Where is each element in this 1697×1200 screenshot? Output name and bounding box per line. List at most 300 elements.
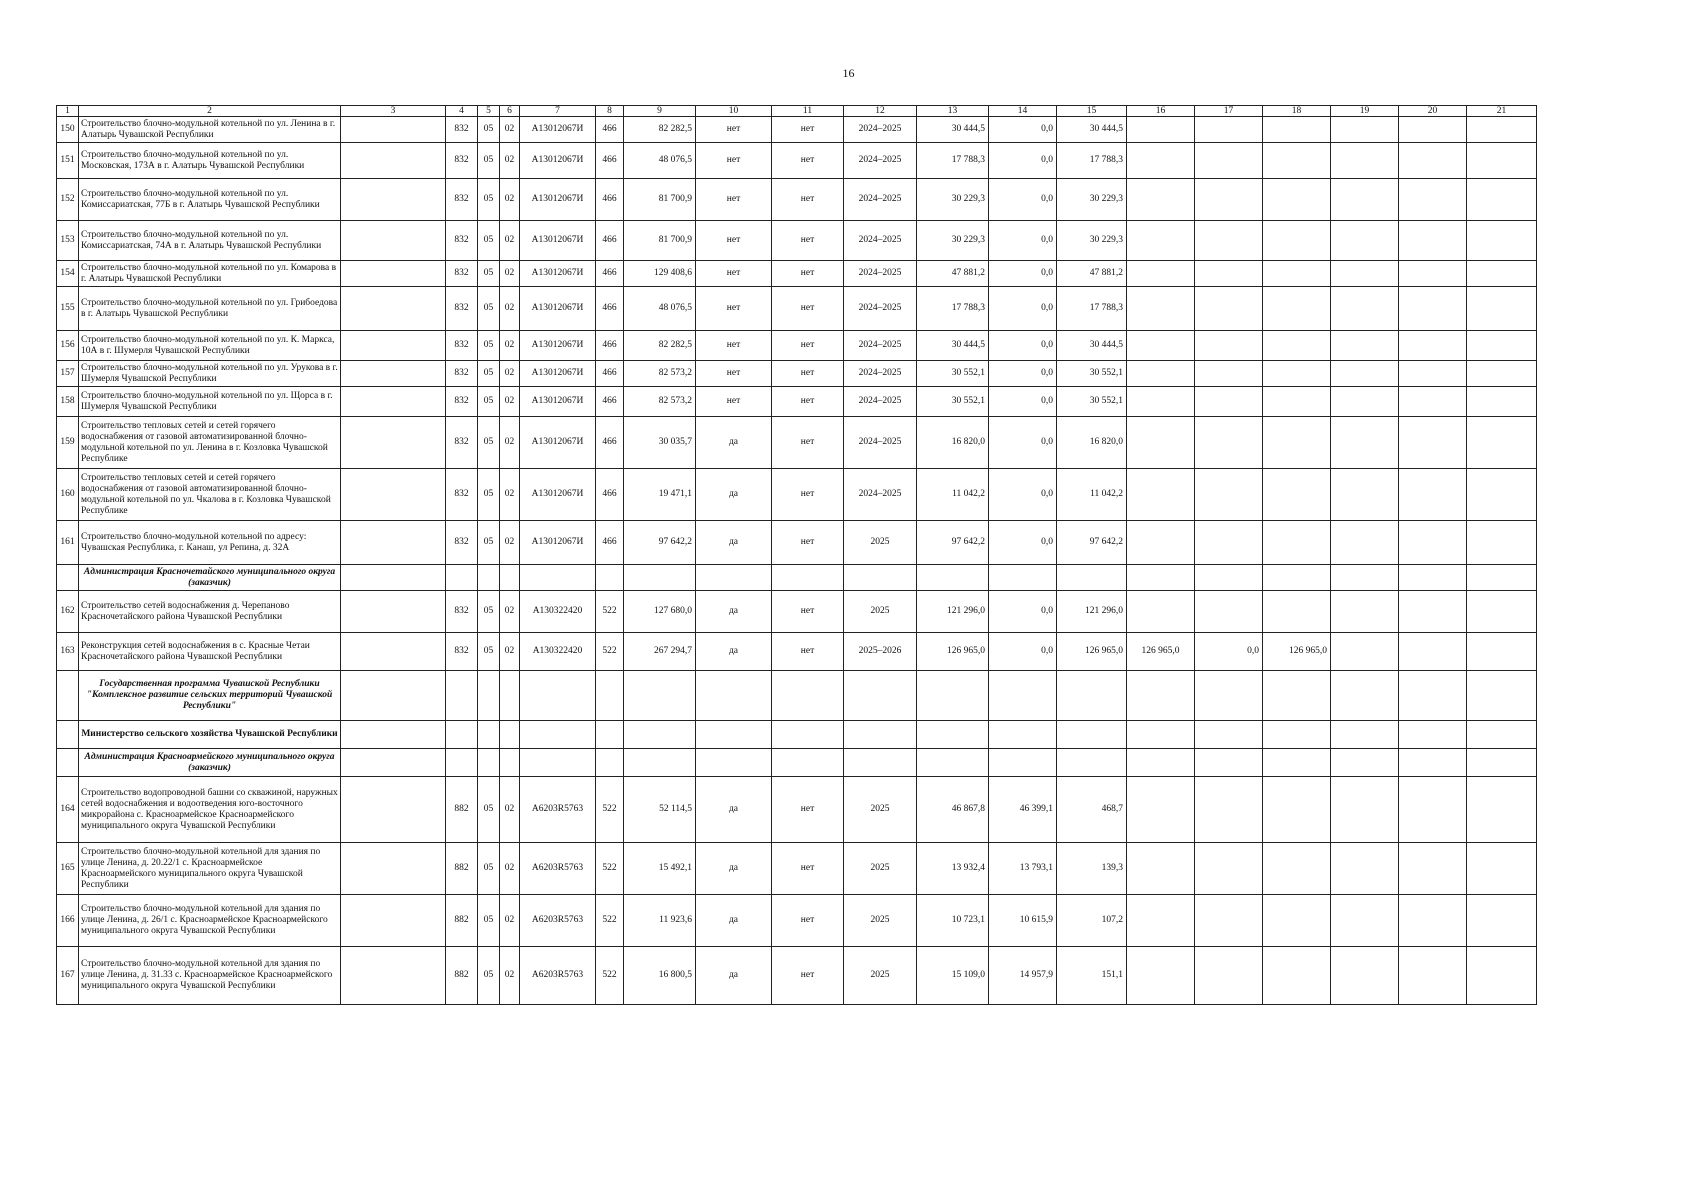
cell-estimated-cost: 48 076,5 [624,143,696,179]
table-row [57,843,1537,895]
cell-col-16 [1127,947,1195,1005]
header-object-name: 2 [79,106,341,117]
cell-col-11: нет [772,387,844,417]
cell-col-20 [1399,671,1467,721]
cell-col-5: 05 [478,179,500,221]
section-row [57,749,1537,777]
cell-col-8: 466 [596,179,624,221]
cell-col-21 [1467,387,1537,417]
cell-col-6: 02 [500,895,520,947]
cell-col-21 [1467,469,1537,521]
cell-col-5: 05 [478,221,500,261]
cell-col-8: 522 [596,843,624,895]
cell-col-3 [341,331,446,361]
cell-col-17 [1195,361,1263,387]
cell-republican: 126 965,0 [1057,633,1127,671]
cell-col-8: 466 [596,331,624,361]
cell-col-10: да [696,777,772,843]
cell-col-10: да [696,521,772,565]
cell-col-20 [1399,947,1467,1005]
cell-col-17 [1195,261,1263,287]
cell-col-4: 832 [446,361,478,387]
cell-col-3 [341,843,446,895]
header-col-21: 21 [1467,106,1537,117]
cell-col-21 [1467,261,1537,287]
cell-object-name: Строительство блочно-модульной котельной по ул. Комиссариатская, 74А в г. Алатырь Чувашской Республики [79,221,341,261]
cell-col-16 [1127,287,1195,331]
cell-col-6: 02 [500,777,520,843]
cell-row-number [57,721,79,749]
cell-col-19 [1331,521,1399,565]
cell-col-11: нет [772,287,844,331]
cell-republican: 17 788,3 [1057,287,1127,331]
cell-col-8 [596,749,624,777]
cell-col-3 [341,633,446,671]
cell-col-11: нет [772,143,844,179]
table-row [57,331,1537,361]
cell-col-10: да [696,895,772,947]
cell-col-20 [1399,117,1467,143]
cell-col-10: да [696,469,772,521]
cell-col-6: 02 [500,361,520,387]
cell-col-19 [1331,143,1399,179]
cell-estimated-cost: 30 035,7 [624,417,696,469]
cell-code: А13012067И [520,331,596,361]
cell-col-3 [341,749,446,777]
cell-col-10: нет [696,331,772,361]
cell-total: 47 881,2 [917,261,989,287]
cell-federal: 0,0 [989,221,1057,261]
cell-col-4: 832 [446,331,478,361]
cell-col-16 [1127,179,1195,221]
cell-col-4: 832 [446,261,478,287]
cell-col-18 [1263,947,1331,1005]
cell-row-number: 150 [57,117,79,143]
cell-federal: 0,0 [989,331,1057,361]
cell-object-name: Строительство водопроводной башни со скважиной, наружных сетей водоснабжения и водоотведения юго-восточного микрорайона с. Красноармейское Красноармейского муниципального округа Чувашской Республики [79,777,341,843]
cell-period: 2025 [844,947,917,1005]
cell-estimated-cost [624,671,696,721]
cell-row-number: 157 [57,361,79,387]
cell-code: А13012067И [520,117,596,143]
cell-estimated-cost: 16 800,5 [624,947,696,1005]
cell-col-17 [1195,287,1263,331]
cell-col-5: 05 [478,777,500,843]
cell-col-20 [1399,331,1467,361]
cell-total: 30 229,3 [917,221,989,261]
cell-federal: 0,0 [989,521,1057,565]
cell-col-16 [1127,895,1195,947]
cell-col-10: нет [696,261,772,287]
cell-row-number [57,565,79,591]
cell-total: 10 723,1 [917,895,989,947]
cell-period: 2025–2026 [844,633,917,671]
cell-col-17 [1195,843,1263,895]
cell-col-4: 832 [446,387,478,417]
cell-col-5: 05 [478,143,500,179]
cell-estimated-cost [624,565,696,591]
cell-col-11: нет [772,521,844,565]
cell-row-number: 152 [57,179,79,221]
cell-col-21 [1467,331,1537,361]
cell-col-11: нет [772,633,844,671]
cell-col-19 [1331,895,1399,947]
cell-col-21 [1467,947,1537,1005]
cell-col-11: нет [772,417,844,469]
cell-federal: 0,0 [989,361,1057,387]
cell-col-5 [478,671,500,721]
cell-col-16 [1127,221,1195,261]
cell-estimated-cost: 267 294,7 [624,633,696,671]
cell-col-5: 05 [478,387,500,417]
cell-col-3 [341,591,446,633]
cell-col-17 [1195,777,1263,843]
cell-col-21 [1467,179,1537,221]
cell-col-21 [1467,671,1537,721]
cell-col-8 [596,671,624,721]
cell-object-name: Строительство тепловых сетей и сетей горячего водоснабжения от газовой автоматизированной блочно-модульной котельной по ул. Чкалова в г. Козловка Чувашской Республике [79,469,341,521]
cell-col-19 [1331,843,1399,895]
cell-col-19 [1331,361,1399,387]
cell-period: 2024–2025 [844,261,917,287]
cell-row-number: 164 [57,777,79,843]
cell-estimated-cost: 82 282,5 [624,117,696,143]
cell-republican: 17 788,3 [1057,143,1127,179]
cell-col-5: 05 [478,591,500,633]
header-estimated-cost: 9 [624,106,696,117]
cell-col-21 [1467,843,1537,895]
cell-col-10: нет [696,179,772,221]
cell-object-name: Администрация Красноармейского муниципального округа (заказчик) [79,749,341,777]
cell-col-19 [1331,179,1399,221]
cell-col-4: 832 [446,287,478,331]
cell-col-17 [1195,895,1263,947]
cell-col-10: нет [696,143,772,179]
cell-col-20 [1399,179,1467,221]
cell-estimated-cost: 82 573,2 [624,387,696,417]
cell-col-17 [1195,671,1263,721]
cell-col-21 [1467,565,1537,591]
cell-federal: 0,0 [989,387,1057,417]
cell-col-20 [1399,777,1467,843]
cell-col-6: 02 [500,287,520,331]
cell-col-17: 0,0 [1195,633,1263,671]
cell-col-21 [1467,777,1537,843]
cell-col-8: 466 [596,521,624,565]
cell-col-17 [1195,179,1263,221]
table-row [57,361,1537,387]
cell-total: 126 965,0 [917,633,989,671]
cell-federal: 13 793,1 [989,843,1057,895]
cell-period [844,749,917,777]
cell-col-16 [1127,749,1195,777]
cell-total [917,565,989,591]
cell-col-16 [1127,143,1195,179]
header-col-16: 16 [1127,106,1195,117]
cell-col-17 [1195,221,1263,261]
cell-object-name: Строительство блочно-модульной котельной по ул. Комиссариатская, 77Б в г. Алатырь Чувашской Республики [79,179,341,221]
cell-row-number: 163 [57,633,79,671]
cell-col-18 [1263,221,1331,261]
cell-code: А13012067И [520,417,596,469]
cell-col-8: 466 [596,361,624,387]
cell-col-10: нет [696,117,772,143]
cell-col-19 [1331,721,1399,749]
cell-period [844,721,917,749]
cell-col-8: 466 [596,287,624,331]
cell-object-name: Строительство блочно-модульной котельной по ул. Комарова в г. Алатырь Чувашской Республики [79,261,341,287]
cell-col-20 [1399,387,1467,417]
cell-col-21 [1467,895,1537,947]
cell-col-5: 05 [478,469,500,521]
cell-col-19 [1331,947,1399,1005]
cell-col-18 [1263,287,1331,331]
cell-republican [1057,565,1127,591]
cell-republican: 30 229,3 [1057,179,1127,221]
cell-col-16 [1127,331,1195,361]
cell-republican: 151,1 [1057,947,1127,1005]
header-col-6: 6 [500,106,520,117]
cell-col-10 [696,565,772,591]
cell-col-3 [341,261,446,287]
section-row [57,565,1537,591]
cell-col-11 [772,565,844,591]
cell-col-17 [1195,417,1263,469]
cell-col-20 [1399,469,1467,521]
cell-republican: 468,7 [1057,777,1127,843]
cell-row-number: 166 [57,895,79,947]
cell-col-19 [1331,117,1399,143]
table-row [57,777,1537,843]
cell-period: 2024–2025 [844,179,917,221]
cell-col-4: 882 [446,947,478,1005]
header-col-19: 19 [1331,106,1399,117]
cell-col-19 [1331,261,1399,287]
cell-code: А13012067И [520,521,596,565]
cell-col-10: да [696,947,772,1005]
cell-col-6 [500,749,520,777]
cell-col-6: 02 [500,521,520,565]
cell-period: 2024–2025 [844,221,917,261]
cell-total: 17 788,3 [917,143,989,179]
cell-col-4: 832 [446,633,478,671]
cell-object-name: Строительство блочно-модульной котельной для здания по улице Ленина, д. 26/1 с. Красноармейское Красноармейского муниципального округа Чувашской Республики [79,895,341,947]
cell-col-16 [1127,721,1195,749]
cell-estimated-cost [624,721,696,749]
cell-col-5: 05 [478,287,500,331]
cell-federal: 0,0 [989,633,1057,671]
cell-federal: 0,0 [989,261,1057,287]
cell-col-10: нет [696,387,772,417]
table-row [57,261,1537,287]
cell-col-17 [1195,117,1263,143]
cell-object-name: Строительство блочно-модульной котельной по ул. Грибоедова в г. Алатырь Чувашской Республики [79,287,341,331]
cell-col-4: 832 [446,117,478,143]
cell-period: 2025 [844,843,917,895]
cell-republican: 139,3 [1057,843,1127,895]
cell-col-20 [1399,261,1467,287]
cell-col-16 [1127,261,1195,287]
cell-federal [989,721,1057,749]
cell-col-16 [1127,521,1195,565]
cell-code [520,721,596,749]
cell-republican: 107,2 [1057,895,1127,947]
cell-col-11: нет [772,591,844,633]
cell-federal [989,749,1057,777]
cell-col-6: 02 [500,117,520,143]
cell-col-20 [1399,721,1467,749]
cell-republican [1057,721,1127,749]
cell-col-5 [478,565,500,591]
cell-col-18 [1263,843,1331,895]
cell-col-19 [1331,671,1399,721]
cell-row-number: 161 [57,521,79,565]
cell-total: 121 296,0 [917,591,989,633]
cell-period: 2024–2025 [844,143,917,179]
header-row [57,106,1537,117]
cell-col-19 [1331,417,1399,469]
table-row [57,221,1537,261]
cell-col-18: 126 965,0 [1263,633,1331,671]
cell-col-8: 466 [596,417,624,469]
header-col-3: 3 [341,106,446,117]
cell-col-6: 02 [500,947,520,1005]
header-republican: 15 [1057,106,1127,117]
cell-col-20 [1399,565,1467,591]
cell-col-5 [478,749,500,777]
cell-total [917,749,989,777]
cell-row-number: 153 [57,221,79,261]
cell-col-18 [1263,521,1331,565]
cell-republican: 121 296,0 [1057,591,1127,633]
cell-col-6 [500,721,520,749]
cell-object-name: Строительство сетей водоснабжения д. Черепаново Красночетайского района Чувашской Республики [79,591,341,633]
cell-object-name: Строительство блочно-модульной котельной по ул. Ленина в г. Алатырь Чувашской Республики [79,117,341,143]
cell-republican: 30 552,1 [1057,361,1127,387]
cell-total [917,671,989,721]
cell-republican: 97 642,2 [1057,521,1127,565]
cell-object-name: Строительство тепловых сетей и сетей горячего водоснабжения от газовой автоматизированной блочно-модульной котельной по ул. Ленина в г. Козловка Чувашской Республике [79,417,341,469]
cell-row-number: 151 [57,143,79,179]
cell-col-21 [1467,361,1537,387]
cell-col-21 [1467,591,1537,633]
cell-republican [1057,749,1127,777]
header-federal: 14 [989,106,1057,117]
cell-col-4: 832 [446,469,478,521]
cell-total: 16 820,0 [917,417,989,469]
cell-col-20 [1399,591,1467,633]
cell-object-name: Министерство сельского хозяйства Чувашской Республики [79,721,341,749]
cell-col-20 [1399,361,1467,387]
cell-col-18 [1263,777,1331,843]
cell-col-10: нет [696,287,772,331]
cell-row-number: 167 [57,947,79,1005]
cell-object-name: Строительство блочно-модульной котельной по ул. К. Маркса, 10А в г. Шумерля Чувашской Республики [79,331,341,361]
cell-total: 17 788,3 [917,287,989,331]
cell-federal: 0,0 [989,179,1057,221]
cell-code: А13012067И [520,469,596,521]
cell-col-21 [1467,287,1537,331]
cell-col-10: да [696,633,772,671]
cell-federal: 46 399,1 [989,777,1057,843]
cell-col-6: 02 [500,633,520,671]
page-number: 16 [842,66,855,80]
cell-federal: 0,0 [989,117,1057,143]
cell-total: 30 229,3 [917,179,989,221]
cell-col-17 [1195,387,1263,417]
cell-col-18 [1263,331,1331,361]
cell-col-21 [1467,633,1537,671]
cell-col-18 [1263,387,1331,417]
cell-col-16: 126 965,0 [1127,633,1195,671]
cell-col-21 [1467,749,1537,777]
cell-object-name: Строительство блочно-модульной котельной по ул. Урукова в г. Шумерля Чувашской Республики [79,361,341,387]
cell-col-18 [1263,469,1331,521]
cell-col-5: 05 [478,331,500,361]
cell-estimated-cost: 48 076,5 [624,287,696,331]
cell-col-18 [1263,671,1331,721]
cell-col-6 [500,671,520,721]
cell-object-name: Реконструкция сетей водоснабжения в с. Красные Четаи Красночетайского района Чувашской Республики [79,633,341,671]
cell-object-name: Администрация Красночетайского муниципального округа (заказчик) [79,565,341,591]
cell-col-17 [1195,565,1263,591]
cell-period: 2024–2025 [844,387,917,417]
cell-col-4 [446,749,478,777]
header-col-4: 4 [446,106,478,117]
cell-col-11: нет [772,947,844,1005]
cell-col-18 [1263,591,1331,633]
cell-period [844,565,917,591]
cell-total: 30 552,1 [917,387,989,417]
cell-col-6: 02 [500,387,520,417]
cell-code: А13012067И [520,287,596,331]
cell-col-17 [1195,143,1263,179]
cell-col-10: нет [696,361,772,387]
cell-row-number [57,671,79,721]
cell-object-name: Государственная программа Чувашской Республики "Комплексное развитие сельских территорий Чувашской Республики" [79,671,341,721]
cell-code: А130322420 [520,633,596,671]
cell-code: А6203R5763 [520,777,596,843]
cell-col-18 [1263,565,1331,591]
cell-total [917,721,989,749]
cell-col-3 [341,947,446,1005]
cell-col-21 [1467,721,1537,749]
cell-col-4: 832 [446,143,478,179]
cell-col-19 [1331,749,1399,777]
cell-col-6: 02 [500,179,520,221]
cell-col-19 [1331,591,1399,633]
cell-republican [1057,671,1127,721]
table-row [57,387,1537,417]
cell-col-8: 522 [596,777,624,843]
header-col-17: 17 [1195,106,1263,117]
cell-col-19 [1331,387,1399,417]
table-row [57,143,1537,179]
cell-total: 11 042,2 [917,469,989,521]
cell-col-8: 522 [596,895,624,947]
cell-col-11 [772,671,844,721]
section-row [57,671,1537,721]
header-period: 12 [844,106,917,117]
cell-row-number: 156 [57,331,79,361]
cell-col-18 [1263,261,1331,287]
cell-col-16 [1127,387,1195,417]
cell-col-20 [1399,895,1467,947]
cell-col-3 [341,521,446,565]
cell-federal [989,565,1057,591]
cell-col-11: нет [772,895,844,947]
cell-col-8: 522 [596,591,624,633]
